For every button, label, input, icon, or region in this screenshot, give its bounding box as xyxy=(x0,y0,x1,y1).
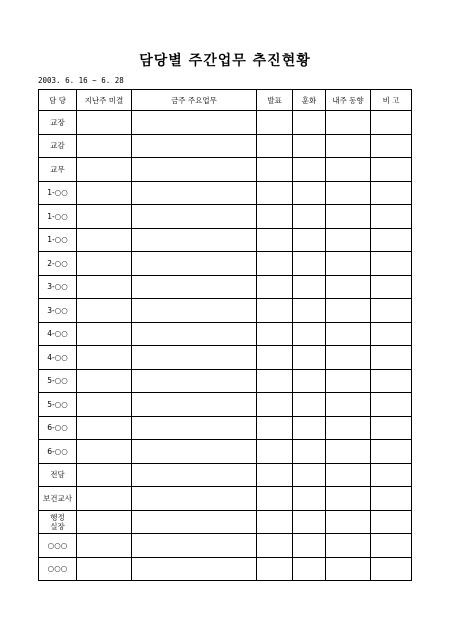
cell-last-week-pending xyxy=(77,299,132,323)
cell-address xyxy=(293,346,326,370)
cell-last-week-pending xyxy=(77,346,132,370)
cell-this-week-tasks xyxy=(132,369,257,393)
table-row xyxy=(39,111,412,135)
table-row xyxy=(39,205,412,229)
cell-remarks xyxy=(371,322,412,346)
cell-last-week-pending xyxy=(77,393,132,417)
cell-address xyxy=(293,228,326,252)
cell-this-week-tasks xyxy=(132,510,257,534)
cell-this-week-tasks xyxy=(132,463,257,487)
row-owner-label: 5-○○ xyxy=(39,369,77,393)
cell-presentation xyxy=(257,557,293,581)
cell-this-week-tasks xyxy=(132,393,257,417)
table-row xyxy=(39,534,412,558)
cell-last-week-pending xyxy=(77,181,132,205)
cell-last-week-pending xyxy=(77,416,132,440)
cell-next-week xyxy=(326,205,371,229)
header-presentation: 발표 xyxy=(257,90,293,111)
cell-this-week-tasks xyxy=(132,181,257,205)
cell-address xyxy=(293,134,326,158)
cell-last-week-pending xyxy=(77,510,132,534)
row-owner-label: 행정 실장 xyxy=(39,510,77,534)
row-owner-label: 3-○○ xyxy=(39,299,77,323)
cell-last-week-pending xyxy=(77,557,132,581)
cell-next-week xyxy=(326,557,371,581)
table-row xyxy=(39,158,412,182)
cell-this-week-tasks xyxy=(132,346,257,370)
cell-last-week-pending xyxy=(77,440,132,464)
row-owner-label: 4-○○ xyxy=(39,322,77,346)
row-owner-label: ○○○ xyxy=(39,557,77,581)
cell-next-week xyxy=(326,299,371,323)
cell-presentation xyxy=(257,393,293,417)
cell-next-week xyxy=(326,416,371,440)
cell-next-week xyxy=(326,111,371,135)
cell-last-week-pending xyxy=(77,134,132,158)
cell-last-week-pending xyxy=(77,228,132,252)
table-row xyxy=(39,275,412,299)
header-last-week-pending: 지난주 미결 xyxy=(77,90,132,111)
cell-this-week-tasks xyxy=(132,275,257,299)
row-owner-label: 6-○○ xyxy=(39,440,77,464)
header-address: 훈화 xyxy=(293,90,326,111)
cell-remarks xyxy=(371,134,412,158)
header-remarks: 비 고 xyxy=(371,90,412,111)
header-owner: 담 당 xyxy=(39,90,77,111)
cell-next-week xyxy=(326,534,371,558)
cell-address xyxy=(293,111,326,135)
table-row xyxy=(39,134,412,158)
cell-remarks xyxy=(371,416,412,440)
cell-address xyxy=(293,299,326,323)
table-row xyxy=(39,463,412,487)
cell-last-week-pending xyxy=(77,252,132,276)
cell-next-week xyxy=(326,158,371,182)
row-owner-label: 2-○○ xyxy=(39,252,77,276)
row-owner-label: 1-○○ xyxy=(39,228,77,252)
cell-next-week xyxy=(326,487,371,511)
cell-remarks xyxy=(371,252,412,276)
cell-remarks xyxy=(371,510,412,534)
cell-address xyxy=(293,181,326,205)
cell-this-week-tasks xyxy=(132,158,257,182)
cell-this-week-tasks xyxy=(132,557,257,581)
cell-address xyxy=(293,487,326,511)
cell-remarks xyxy=(371,487,412,511)
cell-last-week-pending xyxy=(77,205,132,229)
table-row xyxy=(39,299,412,323)
header-next-week: 내주 동향 xyxy=(326,90,371,111)
cell-this-week-tasks xyxy=(132,134,257,158)
row-owner-label: 1-○○ xyxy=(39,205,77,229)
table-row xyxy=(39,557,412,581)
cell-next-week xyxy=(326,510,371,534)
table-row xyxy=(39,346,412,370)
cell-next-week xyxy=(326,369,371,393)
table-row xyxy=(39,393,412,417)
cell-this-week-tasks xyxy=(132,322,257,346)
row-owner-label: 전담 xyxy=(39,463,77,487)
cell-next-week xyxy=(326,346,371,370)
table-row xyxy=(39,181,412,205)
row-owner-label: 교감 xyxy=(39,134,77,158)
cell-address xyxy=(293,440,326,464)
cell-address xyxy=(293,322,326,346)
cell-remarks xyxy=(371,111,412,135)
cell-this-week-tasks xyxy=(132,487,257,511)
cell-remarks xyxy=(371,205,412,229)
cell-presentation xyxy=(257,134,293,158)
cell-address xyxy=(293,205,326,229)
table-row xyxy=(39,252,412,276)
header-row xyxy=(39,90,412,111)
cell-this-week-tasks xyxy=(132,534,257,558)
cell-address xyxy=(293,369,326,393)
table-row xyxy=(39,416,412,440)
cell-last-week-pending xyxy=(77,369,132,393)
cell-remarks xyxy=(371,393,412,417)
cell-presentation xyxy=(257,111,293,135)
cell-presentation xyxy=(257,252,293,276)
cell-this-week-tasks xyxy=(132,205,257,229)
cell-presentation xyxy=(257,158,293,182)
period-range: 2003. 6. 16 ~ 6. 28 xyxy=(38,76,124,85)
cell-next-week xyxy=(326,228,371,252)
cell-address xyxy=(293,510,326,534)
cell-presentation xyxy=(257,534,293,558)
table-row xyxy=(39,228,412,252)
cell-presentation xyxy=(257,181,293,205)
cell-last-week-pending xyxy=(77,158,132,182)
cell-presentation xyxy=(257,463,293,487)
cell-last-week-pending xyxy=(77,111,132,135)
header-this-week-tasks: 금주 주요업무 xyxy=(132,90,257,111)
cell-presentation xyxy=(257,205,293,229)
cell-remarks xyxy=(371,440,412,464)
cell-this-week-tasks xyxy=(132,440,257,464)
cell-next-week xyxy=(326,393,371,417)
cell-last-week-pending xyxy=(77,463,132,487)
cell-remarks xyxy=(371,158,412,182)
cell-presentation xyxy=(257,299,293,323)
cell-last-week-pending xyxy=(77,322,132,346)
cell-remarks xyxy=(371,228,412,252)
table-row xyxy=(39,510,412,534)
cell-presentation xyxy=(257,487,293,511)
cell-presentation xyxy=(257,346,293,370)
cell-address xyxy=(293,557,326,581)
row-owner-label: 4-○○ xyxy=(39,346,77,370)
cell-address xyxy=(293,463,326,487)
weekly-task-table xyxy=(38,89,412,581)
cell-remarks xyxy=(371,534,412,558)
cell-this-week-tasks xyxy=(132,299,257,323)
row-owner-label: 교무 xyxy=(39,158,77,182)
cell-presentation xyxy=(257,440,293,464)
cell-remarks xyxy=(371,346,412,370)
cell-next-week xyxy=(326,440,371,464)
cell-address xyxy=(293,158,326,182)
row-owner-label: 교장 xyxy=(39,111,77,135)
cell-this-week-tasks xyxy=(132,416,257,440)
cell-next-week xyxy=(326,252,371,276)
cell-this-week-tasks xyxy=(132,252,257,276)
cell-remarks xyxy=(371,299,412,323)
cell-address xyxy=(293,275,326,299)
cell-last-week-pending xyxy=(77,534,132,558)
cell-remarks xyxy=(371,557,412,581)
cell-address xyxy=(293,534,326,558)
cell-next-week xyxy=(326,275,371,299)
table-row xyxy=(39,440,412,464)
cell-this-week-tasks xyxy=(132,111,257,135)
cell-presentation xyxy=(257,228,293,252)
cell-presentation xyxy=(257,510,293,534)
cell-next-week xyxy=(326,463,371,487)
cell-presentation xyxy=(257,369,293,393)
table-row xyxy=(39,369,412,393)
cell-presentation xyxy=(257,416,293,440)
cell-last-week-pending xyxy=(77,487,132,511)
cell-presentation xyxy=(257,275,293,299)
row-owner-label: 3-○○ xyxy=(39,275,77,299)
row-owner-label: 6-○○ xyxy=(39,416,77,440)
cell-address xyxy=(293,252,326,276)
row-owner-label: 보건교사 xyxy=(39,487,77,511)
cell-presentation xyxy=(257,322,293,346)
document-title: 담당별 주간업무 추진현황 xyxy=(139,53,311,69)
cell-next-week xyxy=(326,181,371,205)
cell-next-week xyxy=(326,322,371,346)
table-row xyxy=(39,487,412,511)
cell-remarks xyxy=(371,275,412,299)
cell-address xyxy=(293,393,326,417)
cell-remarks xyxy=(371,369,412,393)
cell-this-week-tasks xyxy=(132,228,257,252)
cell-next-week xyxy=(326,134,371,158)
row-owner-label: ○○○ xyxy=(39,534,77,558)
cell-last-week-pending xyxy=(77,275,132,299)
cell-remarks xyxy=(371,181,412,205)
cell-remarks xyxy=(371,463,412,487)
cell-address xyxy=(293,416,326,440)
row-owner-label: 1-○○ xyxy=(39,181,77,205)
row-owner-label: 5-○○ xyxy=(39,393,77,417)
table-row xyxy=(39,322,412,346)
